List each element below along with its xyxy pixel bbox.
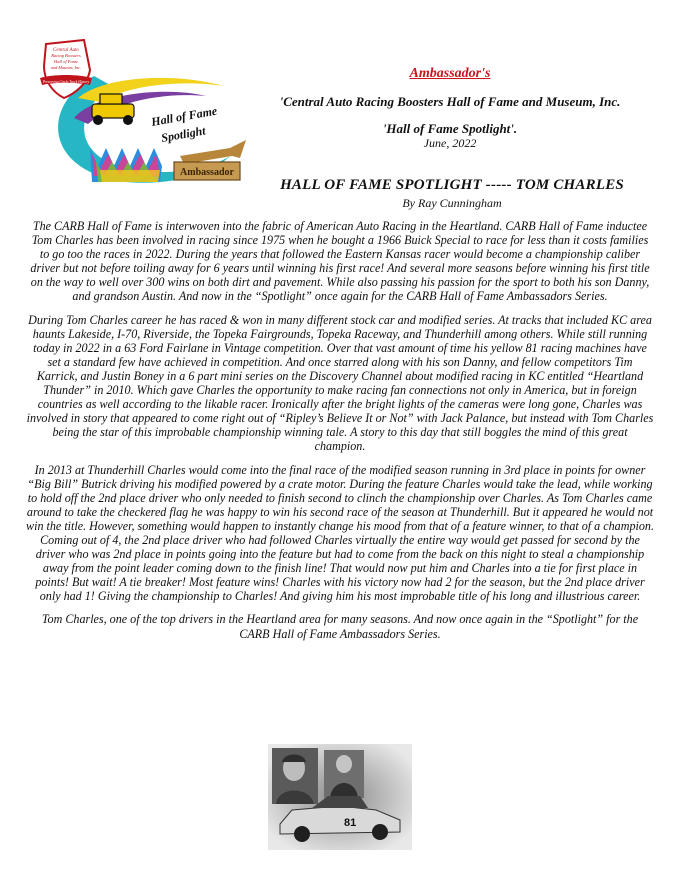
ambassadors-heading: Ambassador's xyxy=(409,66,491,81)
issue-date: June, 2022 xyxy=(423,136,477,150)
organization-name: 'Central Auto Racing Boosters Hall of Fame and Museum, Inc. xyxy=(279,94,621,109)
swoosh-text-2: Spotlight xyxy=(160,123,207,145)
driver-standing-photo xyxy=(324,750,364,798)
article-byline: By Ray Cunningham xyxy=(402,196,502,210)
paragraph: The CARB Hall of Fame is interwoven into the fabric of American Auto Racing in the Heartland. CARB Hall of Fame inductee Tom Charles has been involved in racing since 1975 when he bought a 1966 Buick Special to race for less than it costs families to go too the races in 2022. During the years that followed the Eastern Kansas racer would become a championship caliber driver but not before toiling away for 6 years until winning his first race! And several more seasons before winning his first title on the way to well over 300 wins on both dirt and pavement. While also passing his passion for the sport to both his son Danny, and grandson Austin. And now in the “Spotlight” once again for the CARB Hall of Fame Ambassadors Series. xyxy=(30,219,650,304)
carb-hall-of-fame-logo xyxy=(34,36,258,196)
paragraph: During Tom Charles career he has raced & won in many different stock car and modified series. At tracks that included KC area haunts Lakeside, I-70, Riverside, the Topeka Fairgrounds, Topeka Raceway, and Thunderhill among others. While still running today in 2022 in a 63 Ford Fairlane in Vintage competition. Over that vast amount of time his yellow 81 racing machines have set a standard few have achieved in competition. And once starred along with his son Danny, and fellow competitors Tim Karrick, and Justin Boney in a 6 part mini series on the Discovery Channel about modified racing in KC entitled “Heartland Thunder” in 2010. Which gave Charles the opportunity to make racing fan connections not only in America, but in foreign countries as well according to the likable racer. Ironically after the bright lights of the cameras were long gone, Charles was involved in story that appeared to come right out of “Ripley’s Believe It or Not” with Jack Palance, but instead with Tom Charles being the star of this improbable championship winning tale. A story to this day that still boggles the mind of this great champion. xyxy=(26,312,654,454)
car-number: 81 xyxy=(344,817,357,829)
swoosh-text-1: Hall of Fame xyxy=(150,103,219,129)
badge-motto: Preserving Circle Track History xyxy=(42,80,90,84)
spotlight-label: 'Hall of Fame Spotlight'. xyxy=(382,121,518,136)
article-body xyxy=(26,219,654,650)
article-title: HALL OF FAME SPOTLIGHT ----- TOM CHARLES xyxy=(280,177,624,193)
badge-line-1: Central Auto xyxy=(53,48,79,53)
rainbow-flags-icon xyxy=(90,148,162,182)
badge-line-4: and Museum, Inc. xyxy=(50,65,82,70)
paragraph: Tom Charles, one of the top drivers in the Heartland area for many seasons. And now once again in the “Spotlight” for the CARB Hall of Fame Ambassadors Series. xyxy=(41,612,639,641)
tom-charles-photo-collage xyxy=(268,744,412,850)
badge-line-2: Racing Boosters xyxy=(51,53,81,58)
badge-line-3: Hall of Fame xyxy=(54,59,78,64)
plaque-text: Ambassador xyxy=(180,167,234,178)
driver-portrait xyxy=(272,748,318,804)
paragraph: In 2013 at Thunderhill Charles would come into the final race of the modified season running in 3rd place in points for owner “Big Bill” Butrick driving his modified powered by a crate motor. During the feature Charles would take the lead, while working to hold off the 2nd place driver who only needed to finish second to clinch the championship over Charles. As Tom Charles came around to take the checkered flag he was happy to win his second race of the season at Thunderhill. But it appeared he would not win the title. However, something would happen to instantly change his mood from that of a feature winner, to that of a champion. Coming out of 4, the 2nd place driver who had followed Charles virtually the entire way would get passed for second by the driver who was 2nd place in points going into the feature but had to come from the back on this night to steal a championship away from the point leader coming down to the finish line! That would now put him and Charles into a tie for first place in points! But wait! A tie breaker! Most feature wins! Charles with his victory now had 2 for the season, but the 2nd place driver only had 1! Giving the championship to Charles! And giving him his most improbable title of his long and illustrious career. xyxy=(26,462,654,604)
ambassador-plaque xyxy=(174,140,246,180)
